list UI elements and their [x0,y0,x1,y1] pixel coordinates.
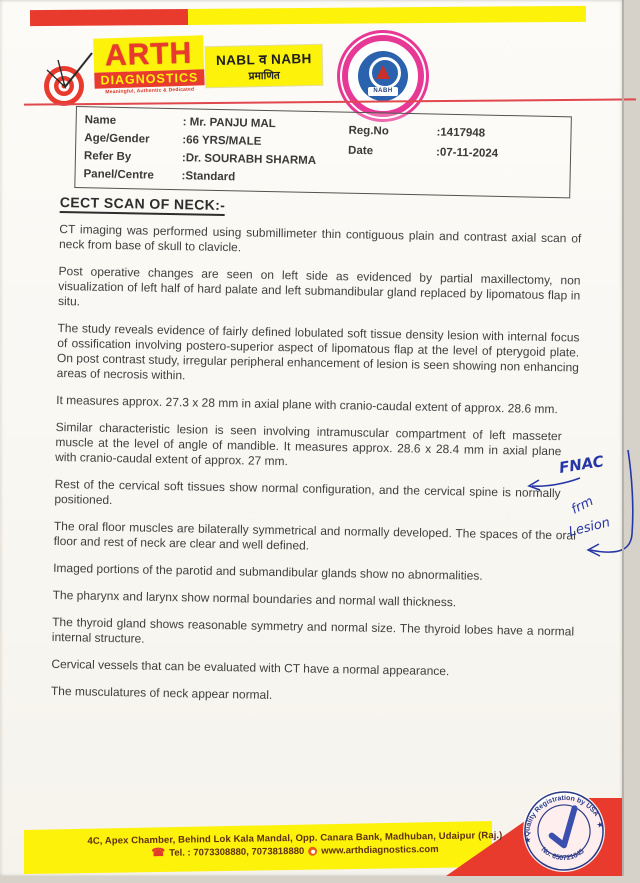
top-band-red-segment [30,9,188,26]
report-paragraph: Rest of the cervical soft tissues show normal configuration, and the cervical spine is normally positioned. [54,476,561,508]
phone-icon: ☎ [151,846,166,860]
field-value: :66 YRS/MALE [182,134,262,148]
nabh-seal-label: NABH [368,87,398,96]
report-paragraph: CT imaging was performed using submillimeter thin contiguous plain and contrast axial scan of neck from base of skull to clavicle. [58,221,582,255]
target-dart-icon [40,52,96,108]
stamp-star-right: ★ [595,819,605,831]
badge-subtitle: प्रमाणित [248,69,280,82]
report-paragraph: The study reveals evidence of fairly defined lobulated soft tissue density lesion with internal focus of ossification involving postero-superior aspect of lipomatous flap at the level of pterygoid plate. On post contrast study, irregular peripheral enhancement of lesion is seen showing non enhancing areas of necrosis within. [56,320,580,383]
field-label: Date [347,144,374,158]
field-value: :07-11-2024 [435,146,499,160]
report-paragraph: Cervical vessels that can be evaluated with CT have a normal appearance. [51,656,450,679]
report-paragraph: Post operative changes are seen on left side as evidenced by partial maxillectomy, non visualization of left half of hard palate and left submandibular gland replaced by lipomatous flap in situ. [57,263,581,309]
field-label: Name [84,114,117,127]
annotation-word-fnac: FNAC [557,452,606,477]
nabl-nabh-badge [206,45,323,87]
clinic-address: 4C, Apex Chamber, Behind Lok Kala Mandal, Opp. Canara Bank, Madhuban, Udaipur (Raj.) [87,830,503,847]
brand-subtitle: DIAGNOSTICS [94,69,204,88]
report-body [51,194,582,720]
annotation-word-lesion: Lesion [567,515,612,540]
nabh-seal-ring [342,35,424,117]
registration-meta-block [348,121,499,164]
report-paragraph: It measures approx. 27.3 x 28 mm in axial plane with cranio-caudal extent of approx. 28.6 mm. [56,392,558,417]
field-label: Refer By [83,150,132,164]
brand-tagline: Meaningful, Authentic & Dedicated [105,86,195,96]
stamp-arc-top-text: Quality Registration by USA [523,794,600,837]
stamp-arc-bottom-text: No. 650721645 [539,846,586,863]
phone-numbers: Tel. : 7073308880, 7073818880 [169,845,305,859]
field-label: Reg.No [348,124,389,138]
field-label: Panel/Centre [83,168,154,182]
badge-title: NABL व NABH [215,50,312,68]
annotation-bracket [590,450,633,552]
top-band-yellow-segment [188,6,586,25]
website-url: www.arthdiagnostics.com [321,843,439,857]
header-divider-rule [24,98,636,105]
report-paragraph: The pharynx and larynx show normal boundaries and normal wall thickness. [52,587,457,610]
report-paragraph: Similar characteristic lesion is seen involving intramuscular compartment of left masseter muscle at the level of angle of mandible. It measures approx. 28.6 x 28.4 mm in axial plane with cranio-caudal extent of approx. 27 mm. [55,419,562,469]
report-title: CECT SCAN OF NECK:- [60,194,226,216]
field-value: :Dr. SOURABH SHARMA [181,152,317,168]
stamp-star-left: ★ [523,835,533,846]
meta-row-date [348,141,498,164]
field-value: :1417948 [436,126,486,140]
report-paragraph: The oral floor muscles are bilaterally symmetrical and normally developed. The spaces of the oral floor and rest of neck are clear and well defined. [53,518,576,553]
report-paragraph: Imaged portions of the parotid and submandibular glands show no abnormalities. [53,560,483,583]
brand-name: ARTH [104,36,193,73]
report-paragraph: The musculatures of neck appear normal. [50,683,273,702]
letterhead-top-band [30,6,586,26]
field-value: : Mr. PANJU MAL [182,116,276,131]
annotation-word-frm: frm [569,493,596,518]
annotation-bracket-arrowhead [588,544,600,556]
nabh-seal-inner [358,51,408,101]
patient-info-box [74,106,572,198]
nabh-red-peak [376,65,390,79]
arth-diagnostics-logo [93,35,205,95]
website-icon [308,847,317,856]
arth-logo-yellow-box [93,35,204,72]
report-paragraph: The thyroid gland shows reasonable symmetry and normal size. The thyroid lobes have a normal internal structure. [51,614,575,646]
field-label: Age/Gender [84,132,150,146]
nabh-seal-icon [337,30,429,122]
field-value: :Standard [181,170,236,184]
paper-right-edge [622,0,624,876]
